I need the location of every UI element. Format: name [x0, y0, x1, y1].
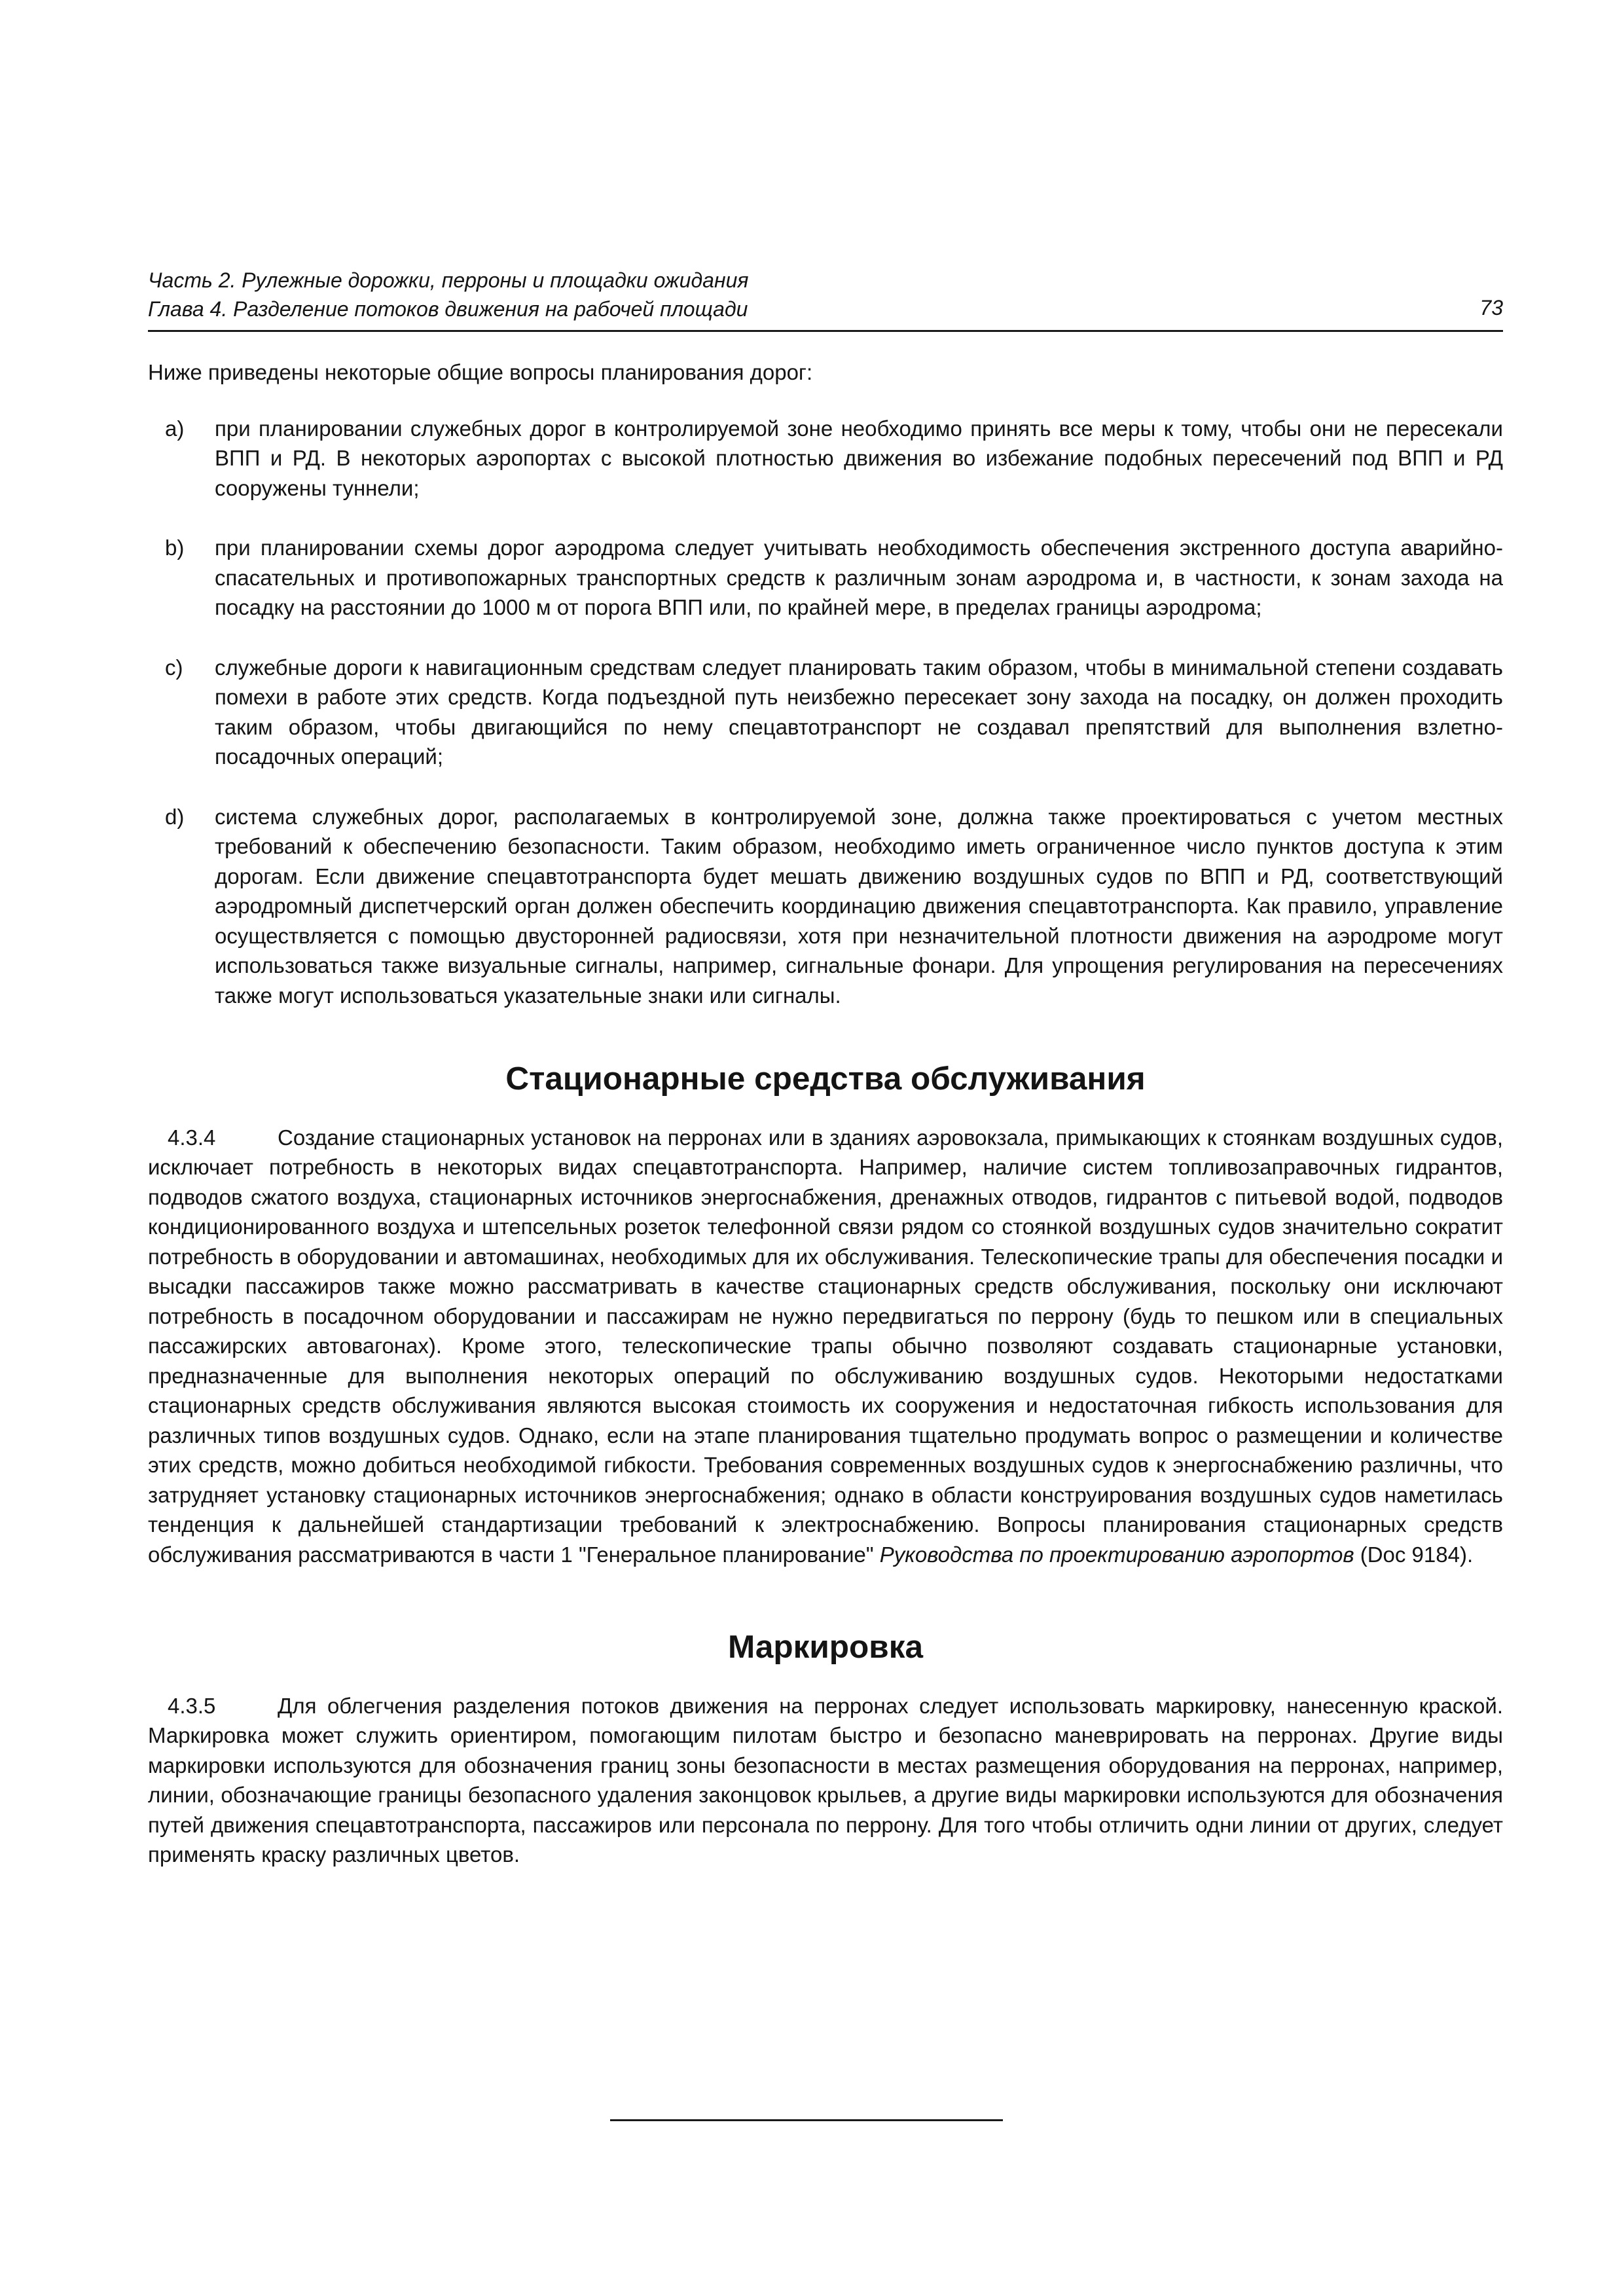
paragraph-number: 4.3.4: [168, 1125, 216, 1150]
end-of-section-rule: [610, 2119, 1003, 2121]
paragraph-4-3-5: [148, 1691, 1503, 1870]
paragraph-text: Для облегчения разделения потоков движения на перронах следует использовать маркировку, нанесенную краской. Маркировка может служить ориентиром, помогающим пилотам быстро и безопасно маневрировать на перронах. Другие виды маркировки используются для обозначения границ зоны безопасности в местах размещения оборудования на перронах, например, линии, обозначающие границы безопасного удаления законцовок крыльев, а другие виды маркировки используются для обозначения путей движения спецавтотранспорта, пассажиров или персонала по перрону. Для того чтобы отличить одни линии от других, следует применять краску различных цветов.: [148, 1693, 1503, 1867]
list-marker: c): [165, 655, 183, 680]
paragraph-4-3-4: [148, 1123, 1503, 1570]
list-item-a: [148, 414, 1503, 503]
list-marker: b): [165, 536, 185, 560]
paragraph-text: Создание стационарных установок на перронах или в зданиях аэровокзала, примыкающих к стоянкам воздушных судов, исключает потребность в некоторых видах спецавтотранспорта. Например, наличие систем топливозаправочных гидрантов, подводов сжатого воздуха, стационарных источников энергоснабжения, дренажных отводов, гидрантов с питьевой водой, подводов кондиционированного воздуха и штепсельных розеток телефонной связи рядом со стоянкой воздушных судов значительно сократит потребность в оборудовании и автомашинах, необходимых для их обслуживания. Телескопические трапы для обеспечения посадки и высадки пассажиров также можно рассматривать в качестве стационарных средств обслуживания, поскольку они исключают потребность в посадочном оборудовании и пассажирам не нужно передвигаться по перрону (будь то пешком или в специальных пассажирских автовагонах). Кроме этого, телескопические трапы обычно позволяют создавать стационарные установки, предназначенные для выполнения некоторых операций по обслуживанию воздушных судов. Некоторыми недостатками стационарных средств обслуживания являются высокая стоимость их сооружения и недостаточная гибкость использования для различных типов воздушных судов. Однако, если на этапе планирования тщательно продумать вопрос о размещении и количестве этих средств, можно добиться необходимой гибкости. Требования современных воздушных судов к энергоснабжению различны, что затрудняет установку стационарных источников энергоснабжения; однако в области конструирования воздушных судов наметилась тенденция к дальнейшей стандартизации требований к электроснабжению. Вопросы планирования стационарных средств обслуживания рассматриваются в части 1 "Генеральное планирование": [148, 1125, 1503, 1567]
list-item-d: [148, 802, 1503, 1011]
document-reference-code: (Doc 9184).: [1360, 1542, 1474, 1567]
list-item-text: система служебных дорог, располагаемых в контролируемой зоне, должна также проектироваться с учетом местных требований к обеспечению безопасности. Таким образом, необходимо иметь ограниченное число пунктов доступа к этим дорогам. Если движение спецавтотранспорта будет мешать движению воздушных судов по ВПП и РД, соответствующий аэродромный диспетчерский орган должен обеспечить координацию движения спецавтотранспорта. Как правило, управление осуществляется с помощью двусторонней радиосвязи, хотя при незначительной плотности движения на аэродроме могут использоваться также визуальные сигналы, например, сигнальные фонари. Для упрощения регулирования на пересечениях также могут использоваться указательные знаки или сигналы.: [215, 804, 1503, 1008]
section-heading-marking: Маркировка: [727, 1629, 923, 1665]
list-item-text: служебные дороги к навигационным средствам следует планировать таким образом, чтобы в минимальной степени создавать помехи в работе этих средств. Когда подъездной путь неизбежно пересекает зону захода на посадку, он должен проходить таким образом, чтобы двигающийся по нему спецавтотранспорт не создавал препятствий для выполнения взлетно-посадочных операций;: [215, 655, 1503, 769]
running-header: [148, 266, 1503, 332]
list-item-b: [148, 533, 1503, 623]
body-text: [148, 357, 1503, 1870]
list-item-text: при планировании служебных дорог в контролируемой зоне необходимо принять все меры к тому, чтобы они не пересекали ВПП и РД. В некоторых аэропортах с высокой плотностью движения во избежание подобных пересечений под ВПП и РД сооружены туннели;: [215, 416, 1503, 500]
list-intro: Ниже приведены некоторые общие вопросы планирования дорог:: [148, 360, 813, 384]
document-reference-title: Руководства по проектированию аэропортов: [879, 1542, 1354, 1567]
header-chapter-title: Глава 4. Разделение потоков движения на рабочей площади: [148, 297, 748, 321]
list-item-c: [148, 653, 1503, 772]
section-heading-fixed-services: Стационарные средства обслуживания: [505, 1061, 1146, 1097]
paragraph-number: 4.3.5: [168, 1693, 216, 1718]
header-part-title: Часть 2. Рулежные дорожки, перроны и площадки ожидания: [148, 268, 749, 292]
list-marker: d): [165, 804, 185, 829]
list-marker: a): [165, 416, 185, 441]
list-item-text: при планировании схемы дорог аэродрома следует учитывать необходимость обеспечения экстренного доступа аварийно-спасательных и противопожарных транспортных средств к различным зонам аэродрома и, в частности, к зонам захода на посадку на расстоянии до 1000 м от порога ВПП или, по крайней мере, в пределах границы аэродрома;: [215, 536, 1503, 619]
page-number: 73: [1479, 296, 1503, 319]
